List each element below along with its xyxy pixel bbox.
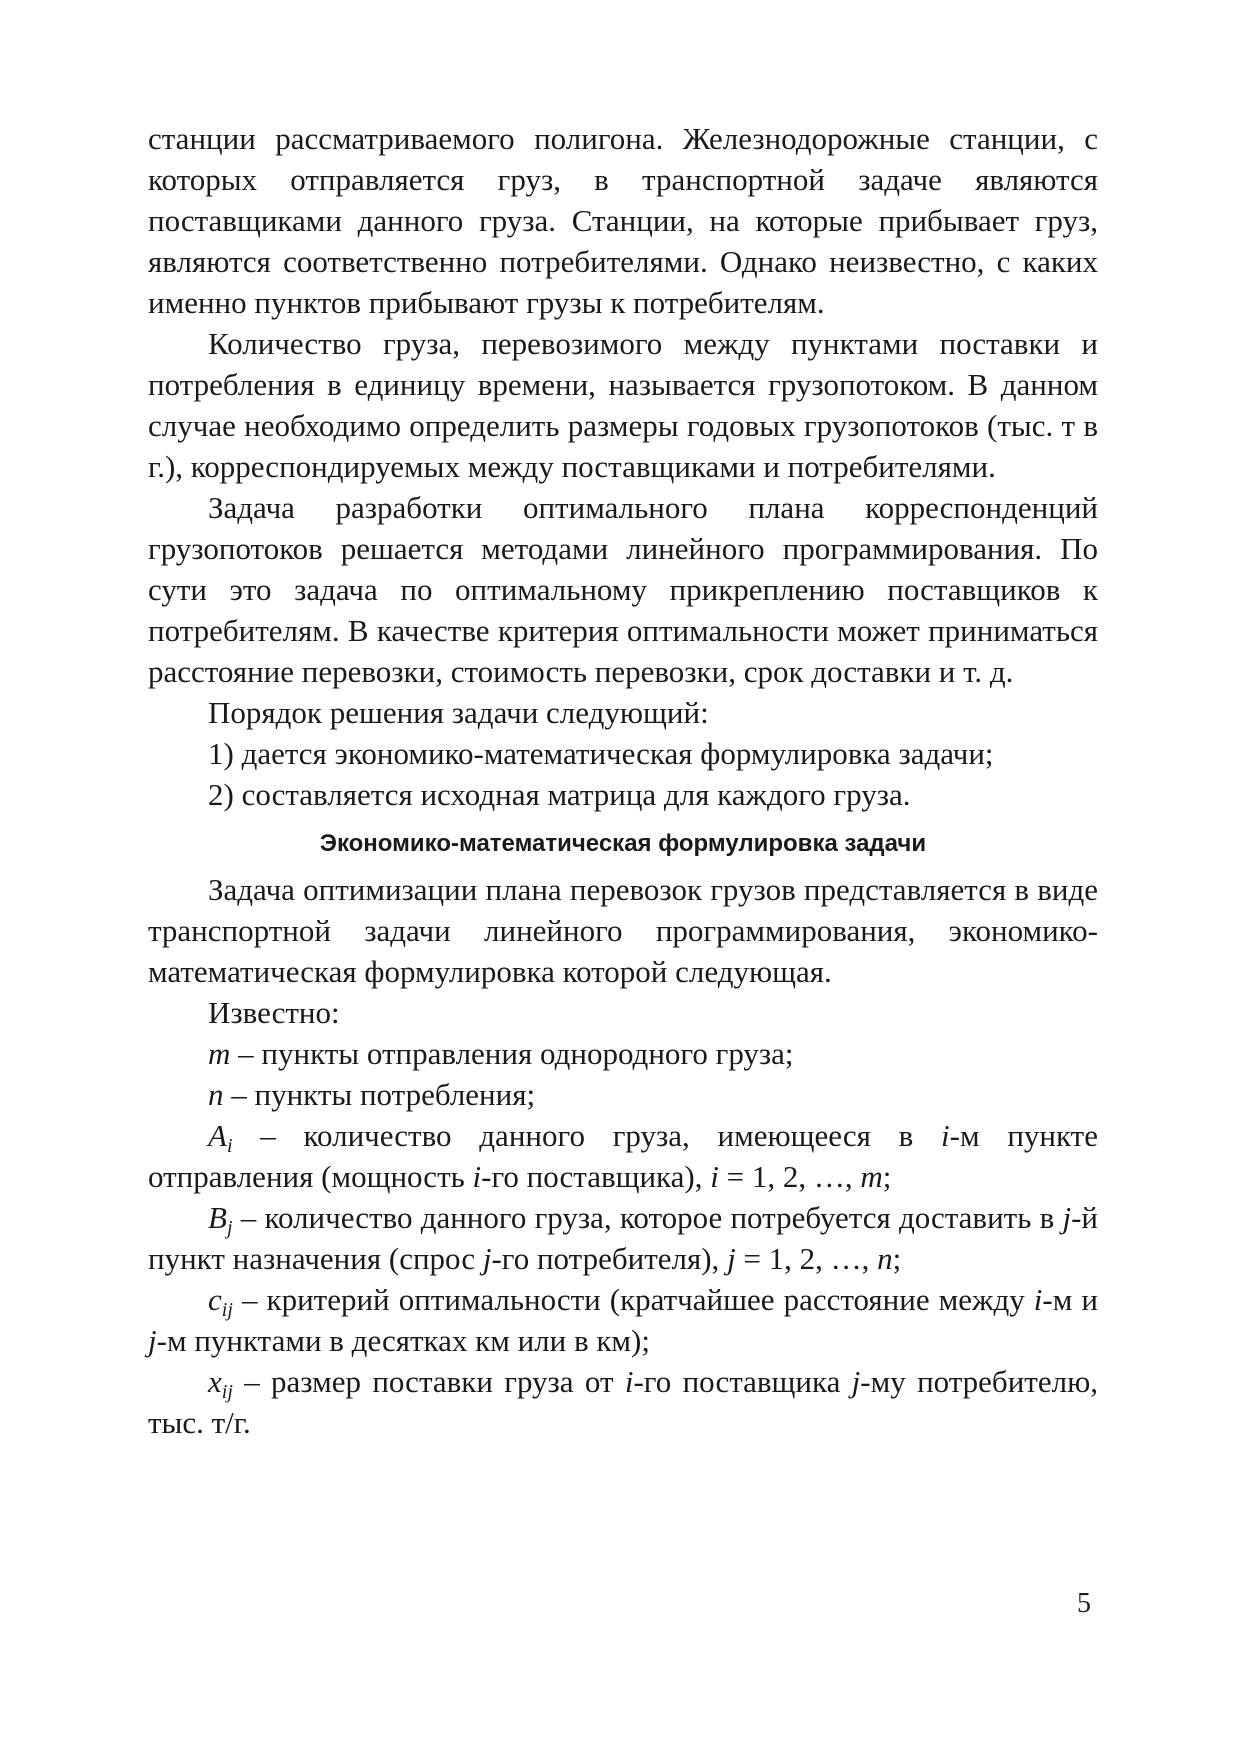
definition-n-text: – пункты потребления; xyxy=(223,1077,536,1112)
definition-B-text-c: -го потребителя), xyxy=(491,1241,728,1276)
paragraph-1: станции рассматриваемого полигона. Железнодорожные станции, с которых отправляется груз, в транспортной задаче являются поставщиками данного груза. Станции, на которые прибывает груз, являются соответственно потребителями. Однако неизвестно, с каких именно пунктов прибывают грузы к потребителям. xyxy=(148,121,1098,320)
var-m: m xyxy=(208,1036,231,1071)
definition-B-text-d: = 1, 2, …, xyxy=(735,1241,878,1276)
index-i: i xyxy=(710,1159,719,1194)
definition-B xyxy=(148,1197,1098,1279)
paragraph-2: Количество груза, перевозимого между пунктами поставки и потребления в единицу времени, называется грузопотоком. В данном случае необходимо определить размеры годовых грузопотоков (тыс. т в г.), корреспондируемых между поставщиками и потребителями. xyxy=(148,326,1098,484)
index-i: i xyxy=(624,1364,634,1399)
var-m: m xyxy=(860,1159,883,1194)
index-i: i xyxy=(472,1159,482,1194)
var-n: n xyxy=(877,1241,893,1276)
definition-x-text-c: -му потребителю, тыс. т/г. xyxy=(148,1364,1098,1440)
list-item-2: 2) составляется исходная матрица для каждого груза. xyxy=(208,777,911,812)
definition-A-text-e: ; xyxy=(882,1159,892,1194)
index-j: j xyxy=(148,1323,157,1358)
definition-m-text: – пункты отправления однородного груза; xyxy=(230,1036,794,1071)
page-number: 5 xyxy=(1077,1588,1091,1619)
definition-c-text-a: – критерий оптимальности (кратчайшее расстояние между xyxy=(232,1282,1034,1317)
var-x-subscript: ij xyxy=(221,1381,233,1403)
var-c: c xyxy=(208,1282,222,1317)
definition-c-text-c: -м пунктами в десятках км или в км); xyxy=(156,1323,650,1358)
definition-A-text-a: – количество данного груза, имеющееся в xyxy=(232,1118,942,1153)
section-intro: Задача оптимизации плана перевозок грузов представляется в виде транспортной задачи линейного программирования, экономико-математическая формулировка которой следующая. xyxy=(148,872,1098,989)
definition-A-text-d: = 1, 2, …, xyxy=(718,1159,861,1194)
index-j: j xyxy=(851,1364,861,1399)
definition-A-text-b: -м пункте отправления (мощность xyxy=(148,1118,1098,1194)
page-body xyxy=(148,118,1098,1443)
var-c-subscript: ij xyxy=(221,1299,233,1321)
definition-B-text-e: ; xyxy=(892,1241,902,1276)
index-j: j xyxy=(1062,1200,1072,1235)
var-A: A xyxy=(208,1118,227,1153)
index-i: i xyxy=(1033,1282,1043,1317)
var-B: B xyxy=(208,1200,227,1235)
definition-m xyxy=(148,1033,1098,1074)
definition-B-text-a: – количество данного груза, которое потребуется доставить в xyxy=(232,1200,1063,1235)
definition-A-text-c: -го поставщика), xyxy=(481,1159,711,1194)
var-x: x xyxy=(208,1364,222,1399)
definition-c xyxy=(148,1279,1098,1361)
definition-x xyxy=(148,1361,1098,1443)
definition-n xyxy=(148,1074,1098,1115)
definition-x-text-b: -го поставщика xyxy=(633,1364,852,1399)
var-A-subscript: i xyxy=(226,1135,233,1157)
definition-A xyxy=(148,1115,1098,1197)
section-heading: Экономико-математическая формулировка задачи xyxy=(319,830,927,857)
definition-c-text-b: -м и xyxy=(1042,1282,1098,1317)
definition-x-text-a: – размер поставки груза от xyxy=(232,1364,625,1399)
index-j: j xyxy=(482,1241,492,1276)
paragraph-4: Порядок решения задачи следующий: xyxy=(208,695,709,730)
index-j: j xyxy=(727,1241,736,1276)
var-B-subscript: j xyxy=(226,1217,233,1239)
known-label: Известно: xyxy=(208,995,340,1030)
paragraph-3: Задача разработки оптимального плана корреспонденций грузопотоков решается методами линейного программирования. По сути это задача по оптимальному прикреплению поставщиков к потребителям. В качестве критерия оптимальности может приниматься расстояние перевозки, стоимость перевозки, срок доставки и т. д. xyxy=(148,490,1098,689)
index-i: i xyxy=(941,1118,950,1153)
var-n: n xyxy=(208,1077,224,1112)
definition-B-text-b: -й пункт назначения (спрос xyxy=(148,1200,1098,1276)
list-item-1: 1) дается экономико-математическая формулировка задачи; xyxy=(208,736,994,771)
